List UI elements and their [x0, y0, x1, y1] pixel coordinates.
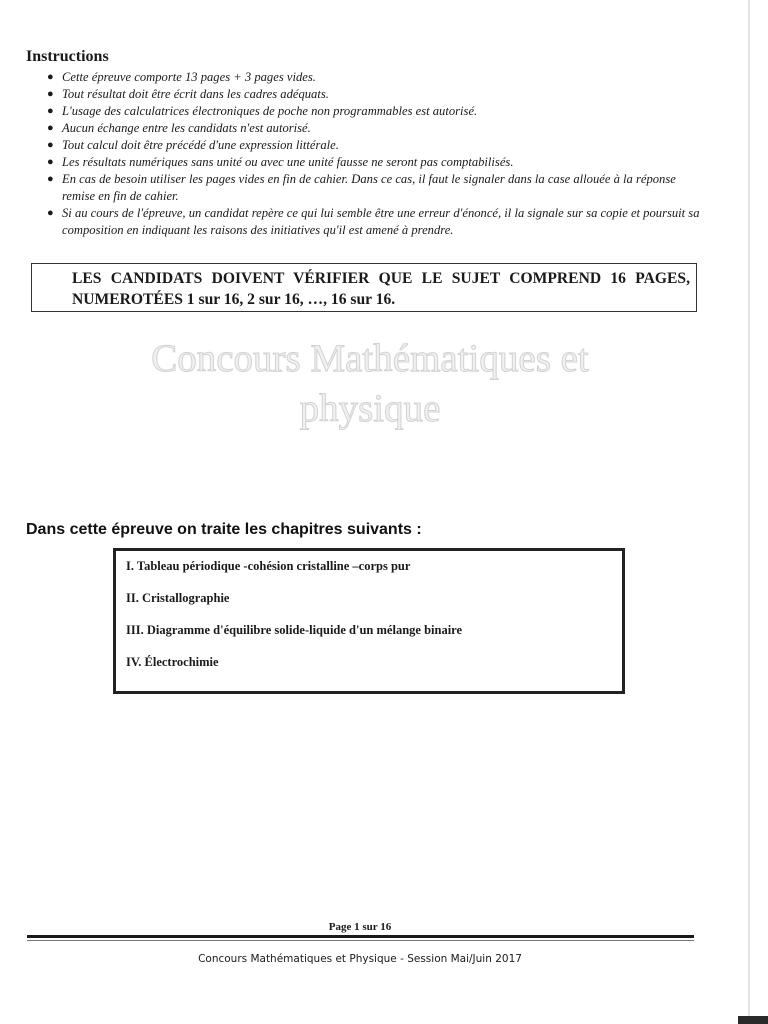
instruction-item	[26, 86, 706, 103]
instruction-text: En cas de besoin utiliser les pages vides en fin de cahier. Dans ce cas, il faut le signaler dans la case allouée à la réponse remise en fin de cahier.	[62, 172, 676, 203]
bullet-icon: ●	[47, 122, 54, 134]
bullet-icon: ●	[47, 105, 54, 117]
instruction-text: Aucun échange entre les candidats n'est autorisé.	[62, 121, 311, 135]
instruction-text: Cette épreuve comporte 13 pages + 3 pages vides.	[62, 70, 316, 84]
instruction-item	[26, 103, 706, 120]
instruction-item	[26, 205, 706, 239]
footer-rule	[27, 935, 694, 938]
chapter-item: I. Tableau périodique -cohésion cristalline –corps pur	[126, 559, 411, 573]
instruction-text: Si au cours de l'épreuve, un candidat repère ce qui lui semble être une erreur d'énoncé, il la signale sur sa copie et poursuit sa composition en indiquant les raisons des initiatives qu'il est amené à prendre.	[62, 206, 700, 237]
chapters-box	[113, 548, 625, 694]
instruction-item	[26, 154, 706, 171]
instruction-item	[26, 69, 706, 86]
bullet-icon: ●	[47, 139, 54, 151]
watermark-line: physique	[299, 387, 441, 430]
bullet-icon: ●	[47, 173, 54, 185]
instructions-list	[26, 69, 706, 239]
instruction-text: Tout calcul doit être précédé d'une expression littérale.	[62, 138, 339, 152]
page-number: Page 1 sur 16	[328, 921, 392, 933]
instruction-text: Tout résultat doit être écrit dans les cadres adéquats.	[62, 87, 329, 101]
chapters-heading: Dans cette épreuve on traite les chapitres suivants :	[26, 521, 422, 538]
footer-rule-thin	[27, 940, 694, 941]
bullet-icon: ●	[47, 156, 54, 168]
footer-text: Concours Mathématiques et Physique - Session Mai/Juin 2017	[198, 953, 522, 965]
bullet-icon: ●	[47, 71, 54, 83]
instruction-item	[26, 171, 706, 205]
watermark-line: Concours Mathématiques et	[151, 337, 589, 380]
page-count-warning	[31, 263, 697, 312]
bullet-icon: ●	[47, 207, 54, 219]
chapter-item: III. Diagramme d'équilibre solide-liquide d'un mélange binaire	[126, 623, 463, 637]
instruction-text: Les résultats numériques sans unité ou avec une unité fausse ne seront pas comptabilisés.	[62, 155, 514, 169]
chapter-item: IV. Électrochimie	[126, 655, 219, 669]
bullet-icon: ●	[47, 88, 54, 100]
chapter-item: II. Cristallographie	[126, 591, 230, 605]
instruction-item	[26, 137, 706, 154]
instruction-text: L'usage des calculatrices électroniques de poche non programmables est autorisé.	[62, 104, 478, 118]
watermark	[60, 334, 680, 434]
scan-corner-mark	[738, 1016, 768, 1024]
instructions-title: Instructions	[26, 48, 109, 65]
instruction-item	[26, 120, 706, 137]
scan-edge	[748, 0, 750, 1024]
warning-text: LES CANDIDATS DOIVENT VÉRIFIER QUE LE SUJET COMPREND 16 PAGES, NUMEROTÉES 1 sur 16, 2 sur 16, …, 16 sur 16.	[72, 270, 690, 308]
